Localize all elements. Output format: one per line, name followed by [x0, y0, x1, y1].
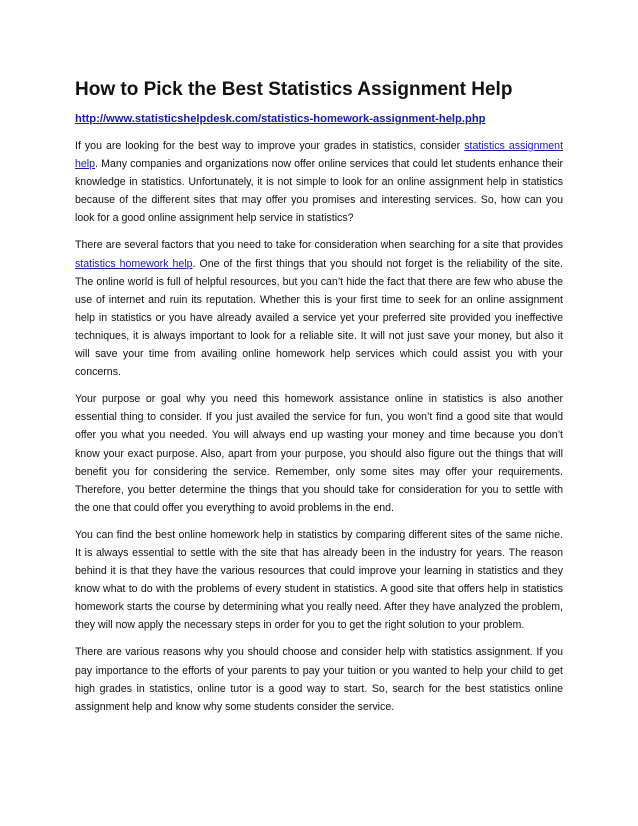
paragraph-2-text-before: There are several factors that you need to take for consideration when searching for a site that provides	[75, 239, 563, 252]
paragraph-2	[75, 236, 563, 381]
paragraph-1-text-before: If you are looking for the best way to improve your grades in statistics, consider	[75, 140, 465, 152]
paragraph-1-text-after: . Many companies and organizations now offer online services that could let students enhance their knowledge in statistics. Unfortunately, it is not simple to look for an online assignment help in statistics because of the different sites that may offer you promises and interesting services. So, how can you look for a good online assignment help service in statistics?	[75, 158, 563, 225]
paragraph-3: Your purpose or goal why you need this homework assistance online in statistics is also another essential thing to consider. If you just availed the service for fun, you won’t find a good site that would offer you what you needed. You will always end up wasting your money and time because you don’t know your exact purpose. Also, apart from your purpose, you should also figure out the things that will benefit you for considering the service. Remember, only some sites may offer your requirements. Therefore, you better determine the things that you should take for consideration for you to settle with the one that could offer you everything to avoid problems in the end.	[75, 393, 563, 514]
source-url-link[interactable]: http://www.statisticshelpdesk.com/statistics-homework-assignment-help.php	[75, 113, 486, 125]
document-page	[75, 79, 563, 716]
statistics-assignment-help-link[interactable]: statistics assignment help	[75, 140, 564, 171]
paragraph-4: You can find the best online homework help in statistics by comparing different sites of the same niche. It is always essential to settle with the site that has already been in the industry for years. The reason behind it is that they have the various resources that could improve your learning in statistics and they know what to do with the problems of every student in statistics. A good site that offers help in statistics homework starts the course by determining what you really need. After they have analyzed the problem, they will now apply the necessary steps in order for you to get the right solution to your problem.	[75, 528, 563, 632]
paragraph-2-text-after: . One of the first things that you should not forget is the reliability of the site. The online world is full of helpful resources, but you can’t hide the fact that there are few who abuse the use of internet and ruin its reputation. Whether this is your first time to seek for an online assignment help in statistics or you have already availed a service yet your preferred site provided you ineffective techniques, it is always important to look for a reliable site. It will not just save your money, but also it will save your time from availing online homework help services which could assist you with your concerns.	[75, 257, 563, 379]
paragraph-5: There are various reasons why you should choose and consider help with statistics assignment. If you pay importance to the efforts of your parents to pay your tuition or you wanted to help your child to get high grades in statistics, online tutor is a good way to start. So, search for the best statistics online assignment help and know why some students consider the service.	[75, 646, 563, 713]
document-title: How to Pick the Best Statistics Assignment Help	[75, 79, 513, 100]
paragraph-1	[75, 137, 563, 227]
statistics-homework-help-link[interactable]: statistics homework help	[75, 257, 193, 270]
